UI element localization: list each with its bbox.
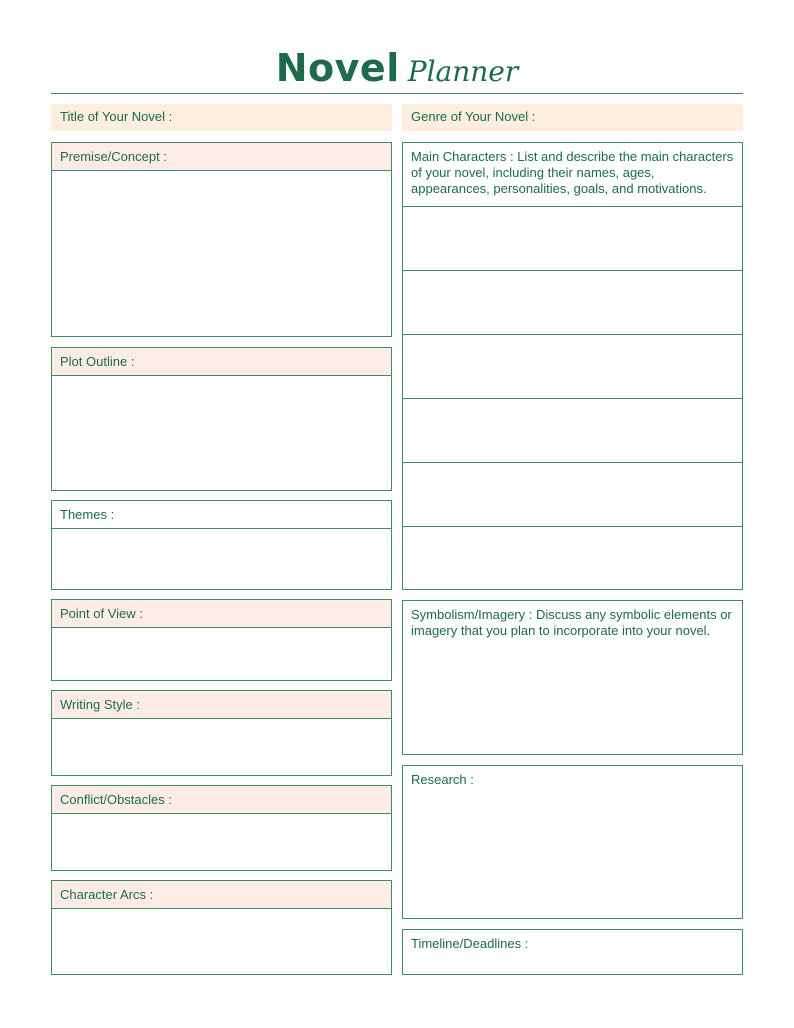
research-section[interactable] (402, 765, 743, 919)
writing-style-section[interactable] (51, 690, 392, 776)
title-novel: Novel (275, 46, 400, 90)
character-row-divider (403, 270, 742, 271)
writing-style-header: Writing Style : (52, 691, 391, 719)
themes-header: Themes : (52, 501, 391, 529)
title-divider (51, 93, 743, 94)
plot-outline-section[interactable] (51, 347, 392, 491)
plot-outline-header: Plot Outline : (52, 348, 391, 376)
character-row-divider (403, 206, 742, 207)
point-of-view-section[interactable] (51, 599, 392, 681)
title-planner: Planner (407, 55, 519, 88)
main-characters-header: Main Characters : List and describe the main characters of your novel, including their names, ages, appearances, personalities, goals, and motivations. (411, 149, 734, 196)
novel-title-label: Title of Your Novel : (60, 109, 173, 124)
novel-genre-field[interactable] (402, 104, 743, 131)
premise-section[interactable] (51, 142, 392, 337)
conflict-section[interactable] (51, 785, 392, 871)
character-row-divider (403, 462, 742, 463)
conflict-header: Conflict/Obstacles : (52, 786, 391, 814)
symbolism-section[interactable] (402, 600, 743, 755)
character-arcs-header: Character Arcs : (52, 881, 391, 909)
page-title (0, 46, 794, 90)
character-row-divider (403, 398, 742, 399)
premise-header: Premise/Concept : (52, 143, 391, 171)
novel-genre-label: Genre of Your Novel : (411, 109, 536, 124)
timeline-header: Timeline/Deadlines : (411, 936, 529, 951)
symbolism-header: Symbolism/Imagery : Discuss any symbolic elements or imagery that you plan to incorporate into your novel. (411, 607, 732, 638)
novel-title-field[interactable] (51, 104, 392, 131)
themes-section[interactable] (51, 500, 392, 590)
character-row-divider (403, 334, 742, 335)
research-header: Research : (411, 772, 474, 787)
character-row-divider (403, 526, 742, 527)
point-of-view-header: Point of View : (52, 600, 391, 628)
character-arcs-section[interactable] (51, 880, 392, 975)
timeline-section[interactable] (402, 929, 743, 975)
main-characters-section[interactable] (402, 142, 743, 590)
